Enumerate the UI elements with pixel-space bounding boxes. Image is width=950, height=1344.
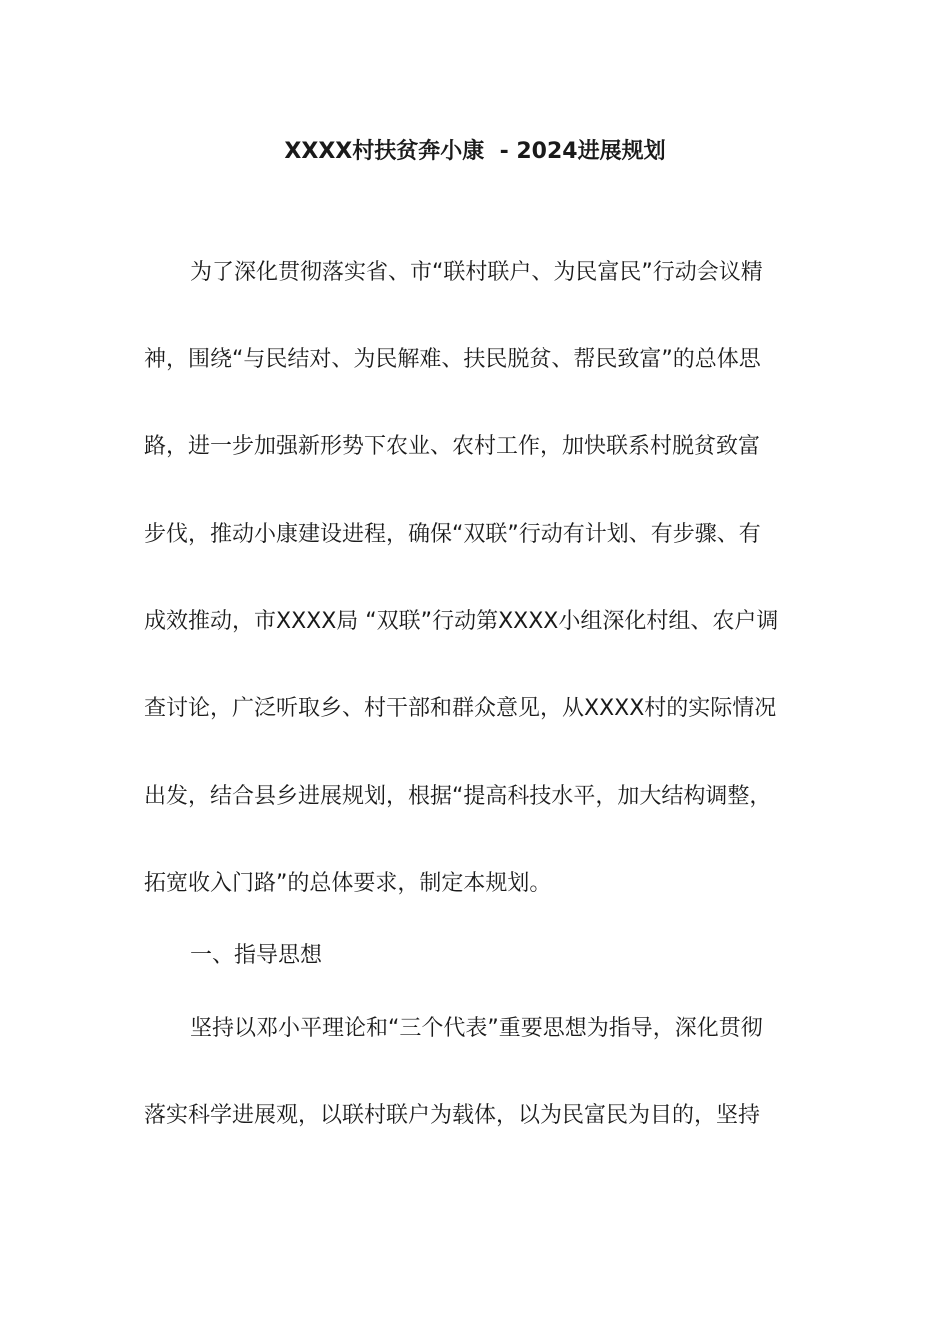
- paragraph1-line-8: 拓宽收入门路”的总体要求，制定本规划。: [144, 871, 552, 896]
- paragraph1-line-1: 为了深化贯彻落实省、市“联村联户、为民富民”行动会议精: [190, 260, 763, 285]
- paragraph1-line-2: 神，围绕“与民结对、为民解难、扶民脱贫、帮民致富”的总体思: [144, 347, 761, 372]
- paragraph2-line-2: 落实科学进展观，以联村联户为载体，以为民富民为目的，坚持: [144, 1103, 761, 1128]
- section-heading-guiding-ideology: 一、指导思想: [190, 943, 323, 968]
- paragraph1-line-3: 路，进一步加强新形势下农业、农村工作，加快联系村脱贫致富: [144, 434, 761, 459]
- document-title: XXXX村扶贫奔小康 - 2024进展规划: [284, 139, 666, 164]
- paragraph1-line-7: 出发，结合县乡进展规划，根据“提高科技水平，加大结构调整，: [144, 784, 772, 809]
- paragraph1-line-4: 步伐，推动小康建设进程，确保“双联”行动有计划、有步骤、有: [144, 522, 761, 547]
- paragraph1-line-5: 成效推动，市XXXX局 “双联”行动第XXXX小组深化村组、农户调: [144, 609, 779, 634]
- paragraph1-line-6: 查讨论，广泛听取乡、村干部和群众意见，从XXXX村的实际情况: [144, 696, 777, 721]
- paragraph2-line-1: 坚持以邓小平理论和“三个代表”重要思想为指导，深化贯彻: [190, 1016, 763, 1041]
